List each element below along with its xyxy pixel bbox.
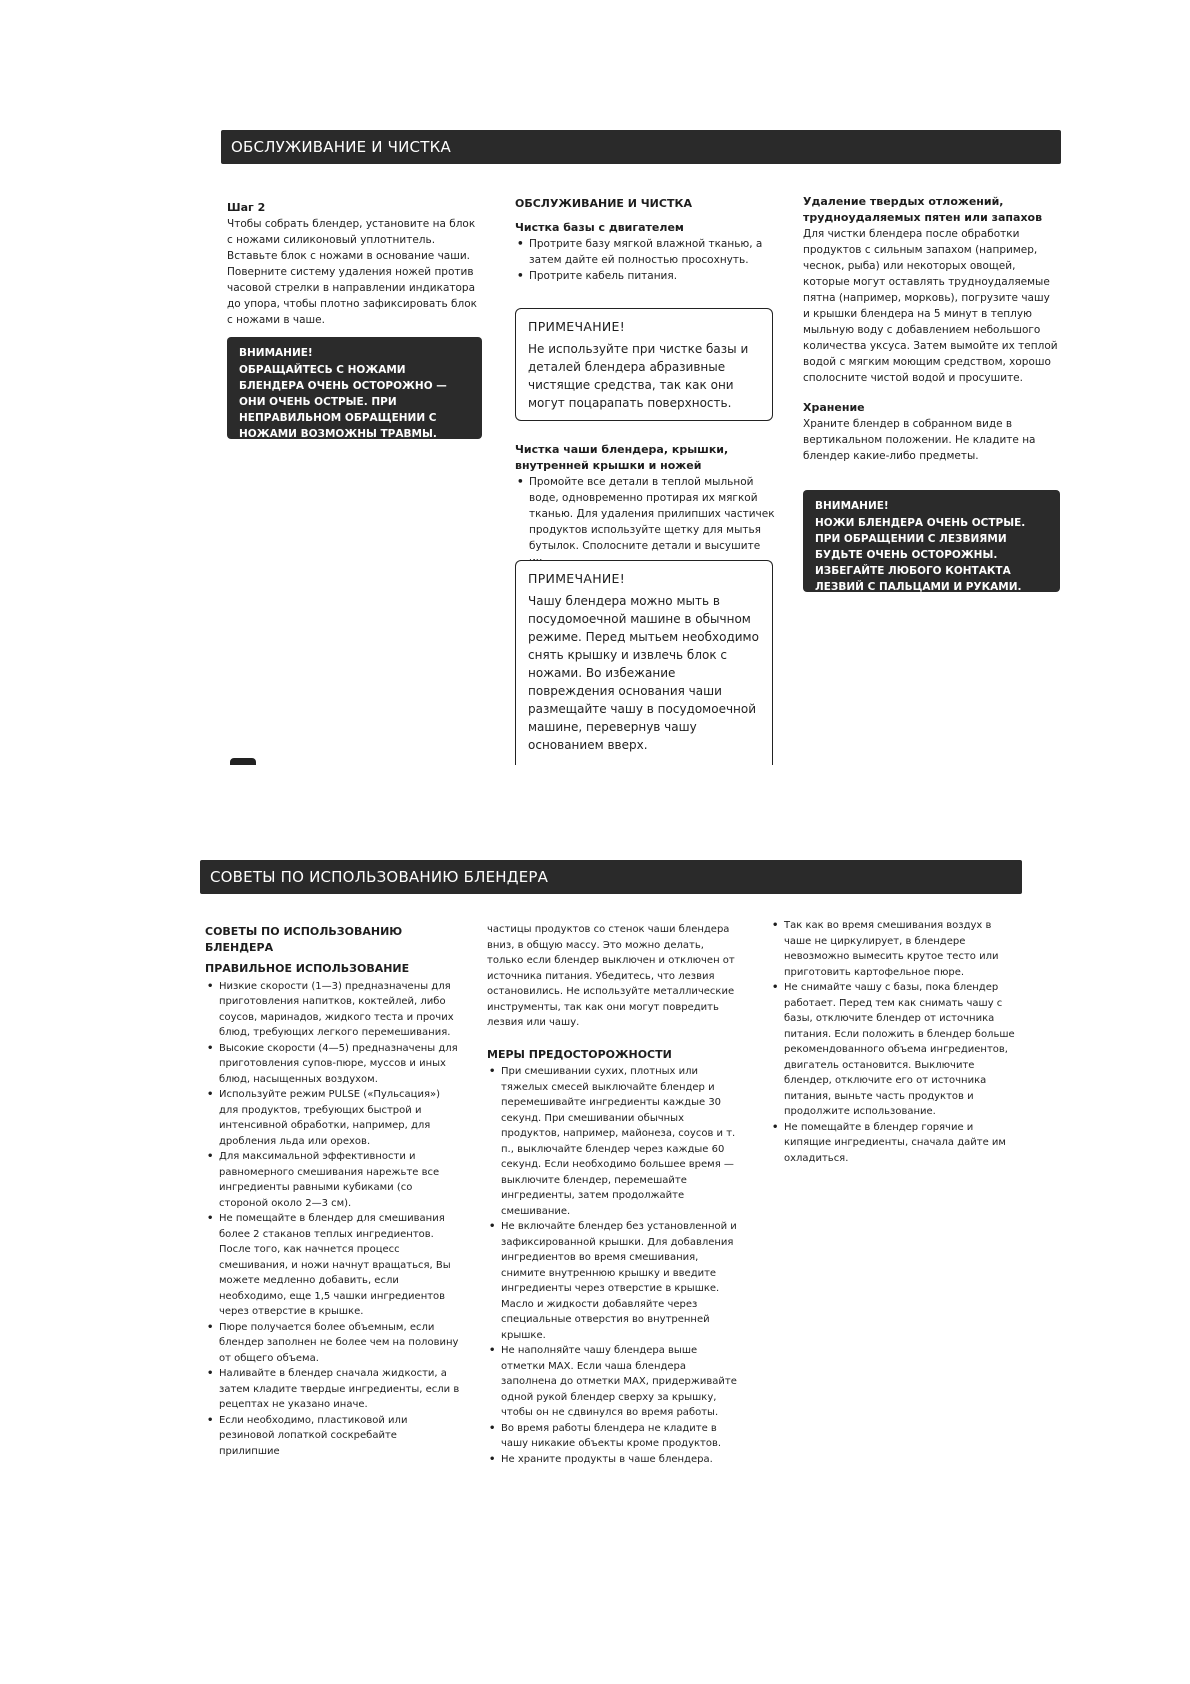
precautions-heading: МЕРЫ ПРЕДОСТОРОЖНОСТИ — [487, 1047, 672, 1061]
sharp-blades-warning-box — [803, 490, 1060, 592]
usage-tips-heading: СОВЕТЫ ПО ИСПОЛЬЗОВАНИЮ БЛЕНДЕРА — [205, 925, 403, 954]
top-column-1 — [227, 200, 477, 328]
sharp-blades-warning-text: НОЖИ БЛЕНДЕРА ОЧЕНЬ ОСТРЫЕ. ПРИ ОБРАЩЕНИИ С ЛЕЗВИЯМИ БУДЬТЕ ОЧЕНЬ ОСТОРОЖНЫ. ИЗБЕГАЙТЕ ЛЮБОГО КОНТАКТА ЛЕЗВИЙ С ПАЛЬЦАМИ И РУКАМИ. — [815, 517, 1026, 593]
blade-warning-box — [227, 337, 482, 439]
top-column-2 — [515, 196, 770, 284]
note-title: ПРИМЕЧАНИЕ! — [528, 319, 626, 334]
maintenance-section-bar — [221, 130, 1061, 164]
blade-warning-title: ВНИМАНИЕ! — [239, 347, 313, 359]
list-item: • Используйте режим PULSE («Пульсация») для продуктов, требующих быстрой и интенсивной обработки, например, для дробления льда или орехов. — [219, 1087, 460, 1149]
list-item: • Не наполняйте чашу блендера выше отметки MAX. Если чаша блендера заполнена до отметки MAX, придерживайте одной рукой блендер сверху за крышку, чтобы он не сдвинулся во время работы. — [501, 1343, 742, 1421]
list-item: • Если необходимо, пластиковой или резиновой лопаткой соскребайте прилипшие — [219, 1413, 460, 1460]
list-item: • При смешивании сухих, плотных или тяжелых смесей выключайте блендер и перемешивайте ингредиенты каждые 30 секунд. При смешивании обычных продуктов, например, майонеза, соусов и т. п., выключайте блендер через каждые 60 секунд. Если необходимо большее время — выключите блендер, перемешайте ингредиенты, затем продолжайте смешивание. — [501, 1064, 742, 1219]
proper-use-list — [205, 979, 460, 1460]
list-item: • Не снимайте чашу с базы, пока блендер работает. Перед тем как снимать чашу с базы, отключите блендер от источника питания. Если положить в блендер больше рекомендованного объема ингредиентов, двигатель остановится. Выключите блендер, отключите его от источника питания, выньте часть продуктов и продолжите использование. — [784, 980, 1020, 1120]
note-text: Чашу блендера можно мыть в посудомоечной машине в обычном режиме. Перед мытьем необходимо снять крышку и извлечь блок с ножами. Во избежание повреждения основания чаши размещайте чашу в посудомоечной машине, перевернув чашу основанием вверх. — [528, 594, 759, 752]
list-item: • Не помещайте в блендер горячие и кипящие ингредиенты, сначала дайте им охладиться. — [784, 1120, 1020, 1167]
list-item: • Так как во время смешивания воздух в чаше не циркулирует, в блендере невозможно вымесить крутое тесто или приготовить картофельное пюре. — [784, 918, 1020, 980]
stain-removal-text: Для чистки блендера после обработки продуктов с сильным запахом (например, чеснок, рыба) или некоторых овощей, которые могут оставлять трудноудаляемые пятна (например, морковь), погрузите чашу и крышки блендера на 5 минут в теплую мыльную воду с добавлением небольшого количества уксуса. Затем вымойте их теплой водой с мягким моющим средством, хорошо сполосните чистой водой и просушите. — [803, 228, 1058, 384]
blade-warning-text: ОБРАЩАЙТЕСЬ С НОЖАМИ БЛЕНДЕРА ОЧЕНЬ ОСТОРОЖНО — ОНИ ОЧЕНЬ ОСТРЫЕ. ПРИ НЕПРАВИЛЬНОМ ОБРАЩЕНИИ С НОЖАМИ ВОЗМОЖНЫ ТРАВМЫ. — [239, 364, 447, 440]
bottom-column-2 — [487, 922, 742, 1467]
bowl-cleaning-title: Чистка чаши блендера, крышки, внутренней крышки и ножей — [515, 443, 729, 472]
list-item: • Не включайте блендер без установленной и зафиксированной крышки. Для добавления ингредиентов во время смешивания, снимите внутреннюю крышку и введите ингредиенты через отверстие в крышке. Масло и жидкости добавляйте через специальные отверстия во внутренней крышке. — [501, 1219, 742, 1343]
scraping-continuation-text: частицы продуктов со стенок чаши блендера вниз, в общую массу. Это можно делать, только если блендер выключен и отключен от источника питания. Убедитесь, что лезвия остановились. Не используйте металлические инструменты, так как они могут повредить лезвия или чашу. — [487, 924, 735, 1028]
maintenance-section-title: ОБСЛУЖИВАНИЕ И ЧИСТКА — [231, 138, 451, 156]
usage-tips-section-title: СОВЕТЫ ПО ИСПОЛЬЗОВАНИЮ БЛЕНДЕРА — [210, 868, 549, 886]
list-item: • Протрите базу мягкой влажной тканью, а затем дайте ей полностью просохнуть. — [529, 236, 770, 268]
top-column-3 — [803, 194, 1058, 464]
storage-title: Хранение — [803, 401, 865, 414]
list-item: • Не храните продукты в чаше блендера. — [501, 1452, 742, 1468]
usage-tips-section-bar — [200, 860, 1022, 894]
bowl-cleaning-list — [515, 474, 775, 570]
base-cleaning-title: Чистка базы с двигателем — [515, 221, 684, 234]
note-title: ПРИМЕЧАНИЕ! — [528, 571, 626, 586]
bottom-column-1 — [205, 924, 460, 1459]
bowl-cleaning-block — [515, 442, 775, 570]
list-item: • Промойте все детали в теплой мыльной воде, одновременно протирая их мягкой тканью. Для удаления прилипших частичек продуктов используйте щетку для мытья бутылок. Сполосните детали и высушите — [529, 474, 775, 570]
stain-removal-title: Удаление твердых отложений, трудноудаляемых пятен или запахов — [803, 195, 1043, 224]
dishwasher-note-box — [515, 560, 773, 765]
maintenance-heading: ОБСЛУЖИВАНИЕ И ЧИСТКА — [515, 197, 692, 210]
abrasive-note-box — [515, 308, 773, 421]
sharp-blades-warning-title: ВНИМАНИЕ! — [815, 500, 889, 512]
list-item: • Наливайте в блендер сначала жидкости, а затем кладите твердые ингредиенты, если в рецептах не указано иначе. — [219, 1366, 460, 1413]
list-item: • Протрите кабель питания. — [529, 268, 770, 284]
usage-notes-list — [770, 918, 1020, 1166]
storage-text: Храните блендер в собранном виде в вертикальном положении. Не кладите на блендер какие-либо предметы. — [803, 418, 1036, 462]
list-item: • Пюре получается более объемным, если блендер заполнен не более чем на половину от общего объема. — [219, 1320, 460, 1367]
bottom-column-3 — [770, 918, 1020, 1166]
list-item: • Низкие скорости (1—3) предназначены для приготовления напитков, коктейлей, либо соусов, маринадов, жидкого теста и прочих блюд, требующих легкого перемешивания. — [219, 979, 460, 1041]
base-cleaning-list — [515, 236, 770, 284]
list-item: • Высокие скорости (4—5) предназначены для приготовления супов-пюре, муссов и иных блюд, насыщенных воздухом. — [219, 1041, 460, 1088]
list-item: • Не помещайте в блендер для смешивания более 2 стаканов теплых ингредиентов. После того, как начнется процесс смешивания, и ножи начнут вращаться, Вы можете медленно добавить, если необходимо, еще 1,5 чашки ингредиентов через отверстие в крышке. — [219, 1211, 460, 1320]
list-item: • Во время работы блендера не кладите в чашу никакие объекты кроме продуктов. — [501, 1421, 742, 1452]
page-tab-mark — [230, 758, 256, 765]
note-text: Не используйте при чистке базы и деталей блендера абразивные чистящие средства, так как они могут поцарапать поверхность. — [528, 342, 749, 410]
step-text: Чтобы собрать блендер, установите на блок с ножами силиконовый уплотнитель. Вставьте блок с ножами в основание чаши. Поверните систему удаления ножей против часовой стрелки в направлении индикатора до упора, чтобы плотно зафиксировать блок с ножами в чаше. — [227, 218, 477, 326]
step-title: Шаг 2 — [227, 201, 266, 214]
precautions-list — [487, 1064, 742, 1467]
proper-use-heading: ПРАВИЛЬНОЕ ИСПОЛЬЗОВАНИЕ — [205, 962, 410, 975]
list-item: • Для максимальной эффективности и равномерного смешивания нарежьте все ингредиенты равными кубиками (со стороной около 2—3 см). — [219, 1149, 460, 1211]
